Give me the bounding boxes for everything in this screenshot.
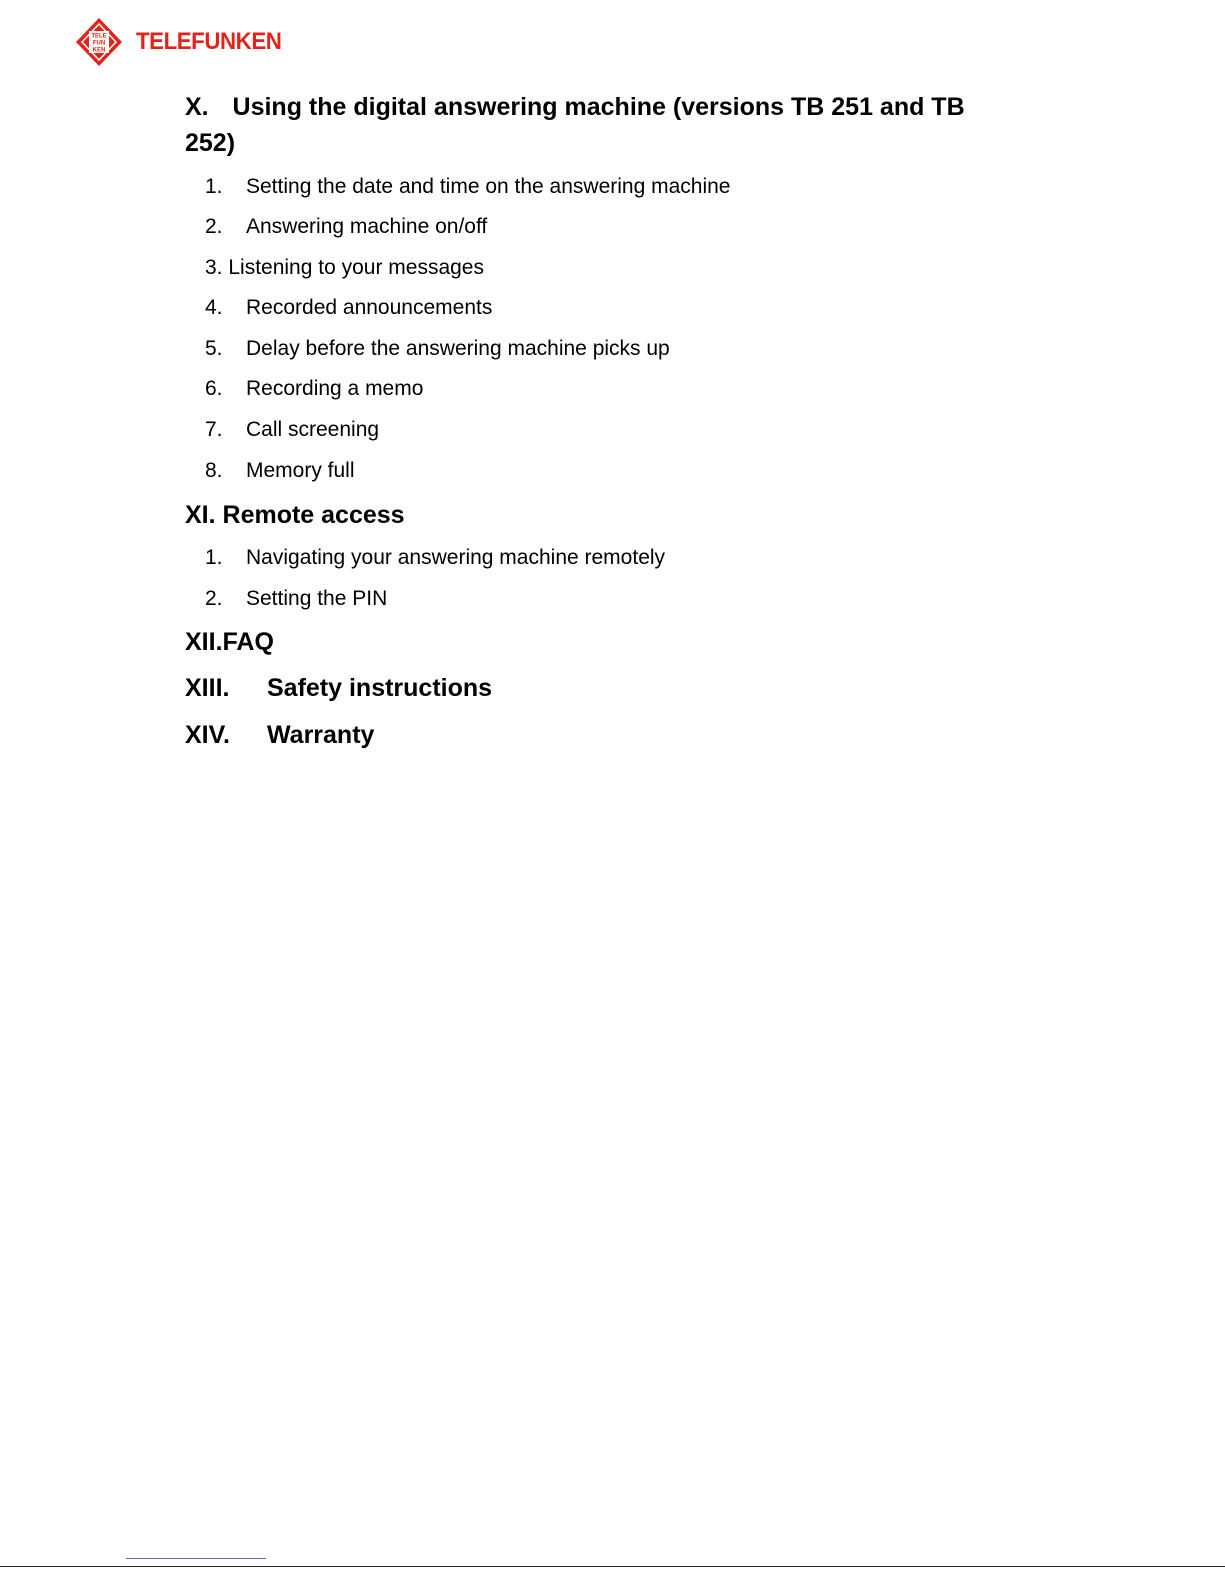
section-xii-heading[interactable] (185, 624, 274, 660)
section-xi-title: XI. Remote access (185, 501, 405, 529)
section-xiii-title: Safety instructions (267, 674, 493, 702)
toc-item-number: 1. (205, 175, 223, 198)
toc-item[interactable] (205, 213, 487, 241)
toc-item[interactable] (205, 544, 665, 572)
toc-item[interactable] (205, 585, 387, 613)
telefunken-diamond-icon (74, 16, 124, 68)
toc-item-number: 7. (205, 418, 223, 441)
toc-item-number: 5. (205, 337, 223, 360)
logo-mark-line-2: FUN (92, 40, 106, 47)
toc-item-label: Navigating your answering machine remotely (246, 546, 666, 569)
section-x-heading (185, 89, 965, 125)
section-xiv-number: XIV. (185, 721, 230, 749)
toc-item[interactable] (205, 375, 423, 403)
toc-item[interactable] (205, 335, 670, 363)
toc-item-number: 2. (205, 215, 223, 238)
toc-item-number: 4. (205, 296, 223, 319)
footnote-separator (126, 1558, 266, 1559)
section-xiii-heading[interactable] (185, 670, 492, 706)
toc-item-label: Recorded announcements (246, 296, 493, 319)
section-xiv-title: Warranty (267, 721, 375, 749)
toc-item-label: Delay before the answering machine picks up (246, 337, 670, 360)
telefunken-logo (74, 16, 292, 68)
toc-item-number: 8. (205, 459, 223, 482)
section-xiv-heading[interactable] (185, 717, 374, 753)
toc-item-number: 2. (205, 587, 223, 610)
section-xiii-number: XIII. (185, 674, 230, 702)
toc-item-label: Recording a memo (246, 377, 424, 400)
toc-item-label: Setting the PIN (246, 587, 388, 610)
toc-item[interactable] (205, 416, 379, 444)
toc-item-number: 6. (205, 377, 223, 400)
toc-item[interactable] (205, 294, 492, 322)
toc-item[interactable] (205, 254, 484, 282)
section-x-heading-cont (185, 125, 235, 161)
toc-item-label: Answering machine on/off (246, 215, 488, 238)
toc-item-number: 1. (205, 546, 223, 569)
logo-mark-line-3: KEN (92, 47, 106, 54)
toc-item-label: Setting the date and time on the answering machine (246, 175, 731, 198)
toc-item-label: Memory full (246, 459, 355, 482)
section-x-title-line2: 252) (185, 129, 236, 157)
toc-item-label: Call screening (246, 418, 380, 441)
toc-item-label: 3. Listening to your messages (205, 256, 484, 279)
logo-mark-line-1: TELE (91, 33, 107, 40)
page-bottom-rule (0, 1566, 1225, 1567)
toc-item[interactable] (205, 173, 730, 201)
section-xi-heading[interactable] (185, 497, 405, 533)
section-x-number: X. (185, 93, 209, 121)
section-x-title-line1: Using the digital answering machine (versions TB 251 and TB (232, 93, 965, 121)
brand-name: TELEFUNKEN (136, 28, 282, 55)
toc-item[interactable] (205, 457, 355, 485)
section-xii-title: XII.FAQ (185, 628, 274, 656)
